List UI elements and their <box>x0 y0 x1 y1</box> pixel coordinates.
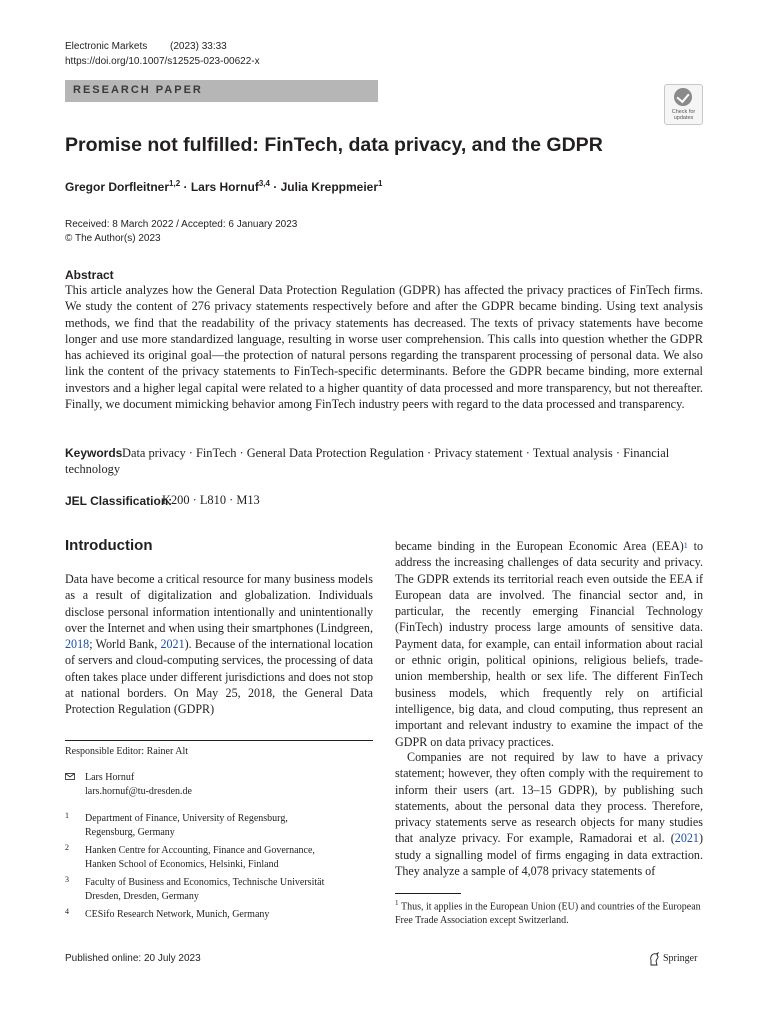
affiliation <box>85 908 375 922</box>
affiliation-line: Hanken School of Economics, Helsinki, Finland <box>85 859 279 870</box>
affiliation-line: Regensburg, Germany <box>85 827 175 838</box>
author-affiliation-ref: 1 <box>378 179 383 188</box>
affiliation-number: 3 <box>65 875 69 884</box>
author-affiliation-ref: 3,4 <box>258 179 270 188</box>
citation-link[interactable]: 2021 <box>674 831 699 846</box>
jel-heading: JEL Classification: <box>65 494 173 508</box>
citation-link[interactable]: 2018 <box>65 637 90 652</box>
intro-text: to address the increasing challenges of data security and privacy. The GDPR extends its territorial reach even outside the EEA if European data are involved. The financial sector and, in particular, the recently emerging Financial Technology (FinTech) industry process large amounts of sensitive data. Payment data, for example, can entail information about racial or ethnic origin, political opinions, religious beliefs, trade-union membership, health or sex life. The different FinTech business models, which frequently rely on artificial intelligence, big data, and cloud computing, thus represent an important and relevant industry to examine the impact of the GDPR on data privacy practices. <box>395 539 703 749</box>
author-affiliation-ref: 1,2 <box>169 179 181 188</box>
check-for-updates-badge[interactable] <box>664 84 703 125</box>
publisher-name: Springer <box>663 953 698 964</box>
affiliation-number: 4 <box>65 907 69 916</box>
keywords-text: Data privacy · FinTech · General Data Protection Regulation · Privacy statement · Textual analysis · Financial technology <box>65 446 670 476</box>
affiliation <box>85 844 375 872</box>
affiliation-number: 2 <box>65 843 69 852</box>
affiliation <box>85 812 375 840</box>
abstract-body: This article analyzes how the General Data Protection Regulation (GDPR) has affected the privacy practices of FinTech firms. We study the content of 276 privacy statements respectively before and after the GDPR became binding. Using text analysis methods, we find that the readability of the privacy statements has decreased. The texts of privacy statements have become longer and use more standardized language, resulting in worse user comprehension. This calls into question whether the GDPR has achieved its original goal—the protection of natural persons regarding the transparent processing of personal data. We also link the content of the privacy statements to FinTech-specific determinants. Before the GDPR became binding, more external investors and a higher legal capital were related to a higher quantity of data processed and more transparency, but not thereafter. Finally, we document mimicking behavior among FinTech industry peers with regard to the data processed and transparency. <box>65 283 703 412</box>
footnote-text: Thus, it applies in the European Union (EU) and countries of the European Free Trade Association except Switzerland. <box>395 901 701 926</box>
author-separator: · <box>180 180 191 194</box>
section-heading-introduction: Introduction <box>65 537 153 554</box>
abstract-heading: Abstract <box>65 268 114 282</box>
intro-text: ; World Bank, <box>89 637 161 652</box>
author-name[interactable]: Julia Kreppmeier <box>280 180 378 194</box>
intro-right-paragraph-1 <box>395 538 703 750</box>
received-dates: Received: 8 March 2022 / Accepted: 6 January 2023 <box>65 219 298 230</box>
intro-text: ) study a signalling model of firms engaging in data extraction. They analyze a sample of 4,078 privacy statements of <box>395 831 703 879</box>
intro-left-column <box>65 571 373 718</box>
front-matter-divider <box>65 740 373 741</box>
journal-citation <box>65 41 227 52</box>
journal-volume: (2023) 33:33 <box>170 41 227 52</box>
check-icon <box>674 88 692 106</box>
envelope-icon <box>65 773 75 780</box>
check-badge-text-2: updates <box>673 115 694 121</box>
author-list <box>65 179 382 194</box>
corresponding-author-name: Lars Hornuf <box>85 772 135 783</box>
keywords-heading: Keywords <box>65 446 123 460</box>
intro-text: Companies are not required by law to have a privacy statement; however, they often comply with the requirement to inform their users (art. 13–15 GDPR), by publishing such statements, about the personal data they process. Therefore, privacy statements serve as research objects for many studies that analyze privacy. For example, Ramadorai et al. ( <box>395 750 703 846</box>
affiliation-line: Dresden, Dresden, Germany <box>85 891 199 902</box>
intro-text: ). Because of the international location of servers and cloud-computing services, the processing of data often takes place under different jurisdictions and does not stop at national borders. On May 25, 2018, the General Data Protection Regulation (GDPR) <box>65 637 373 717</box>
affiliation-line: CESifo Research Network, Munich, Germany <box>85 909 270 920</box>
affiliation-line: Hanken Centre for Accounting, Finance and Governance, <box>85 845 315 856</box>
published-date: Published online: 20 July 2023 <box>65 953 201 964</box>
intro-text: Data have become a critical resource for many business models as a result of digitalization and globalization. Individuals disclose personal information intentionally and unintentionally over the Internet and when using their smartphones (Lindgreen, <box>65 572 373 635</box>
intro-text: became binding in the European Economic Area (EEA) <box>395 539 684 553</box>
copyright-line: © The Author(s) 2023 <box>65 233 161 244</box>
intro-right-paragraph-2 <box>395 749 703 879</box>
footnote-number: 1 <box>395 899 399 907</box>
footnote-divider <box>395 893 461 894</box>
author-name[interactable]: Gregor Dorfleitner <box>65 180 170 194</box>
jel-codes: K200 · L810 · M13 <box>162 493 260 507</box>
paper-title: Promise not fulfilled: FinTech, data privacy, and the GDPR <box>65 134 603 156</box>
affiliation-line: Faculty of Business and Economics, Technische Universität <box>85 877 325 888</box>
article-type-label: RESEARCH PAPER <box>73 84 203 96</box>
responsible-editor: Responsible Editor: Rainer Alt <box>65 746 189 757</box>
footnote-ref-link[interactable]: 1 <box>683 541 688 550</box>
springer-horse-icon <box>648 952 660 966</box>
author-name[interactable]: Lars Hornuf <box>190 180 259 194</box>
affiliation-line: Department of Finance, University of Regensburg, <box>85 813 288 824</box>
affiliation-number: 1 <box>65 811 69 820</box>
journal-name: Electronic Markets <box>65 41 148 52</box>
citation-link[interactable]: 2021 <box>160 637 185 652</box>
author-separator: · <box>269 180 281 194</box>
corresponding-author-email[interactable]: lars.hornuf@tu-dresden.de <box>85 786 192 797</box>
affiliation <box>85 876 375 904</box>
doi-link[interactable]: https://doi.org/10.1007/s12525-023-00622-x <box>65 56 260 67</box>
footnote <box>395 897 705 927</box>
check-badge-text-1: Check for <box>671 109 696 115</box>
